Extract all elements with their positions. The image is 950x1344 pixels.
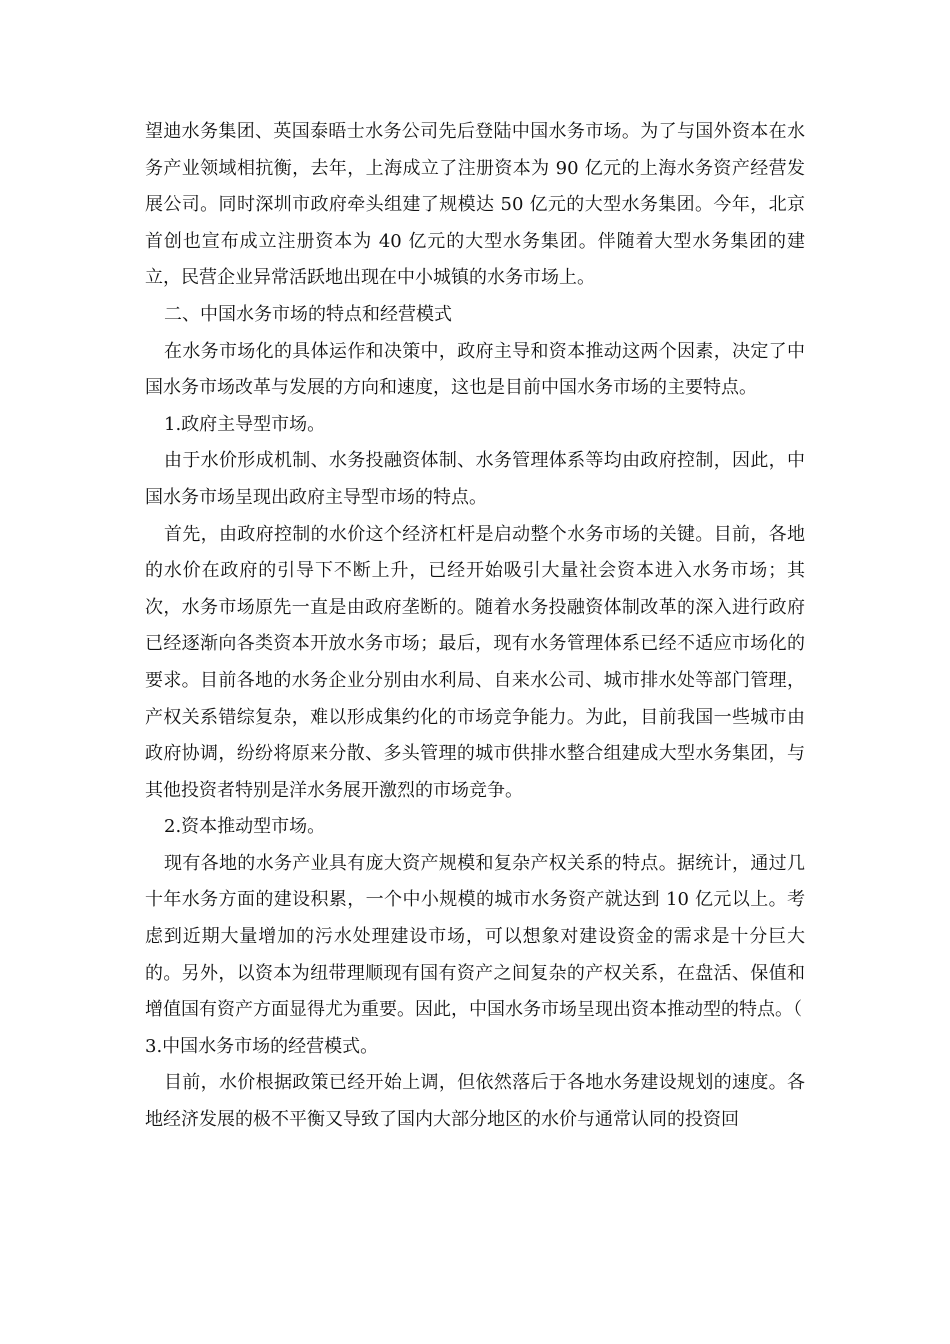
paragraph-market-features-intro: 在水务市场化的具体运作和决策中，政府主导和资本推动这两个因素，决定了中国水务市场改革与发展的方向和速度，这也是目前中国水务市场的主要特点。: [145, 340, 805, 399]
document-body: [145, 114, 805, 1139]
paragraph-foreign-water-companies: 望迪水务集团、英国泰晤士水务公司先后登陆中国水务市场。为了与国外资本在水务产业领域相抗衡，去年，上海成立了注册资本为 90 亿元的上海水务资产经营发展公司。同时深圳市政府牵头组建了规模达 50 亿元的大型水务集团。今年，北京首创也宣布成立注册资本为 40 亿元的大型水务集团。伴随着大型水务集团的建立，民营企业异常活跃地出现在中小城镇的水务市场上。: [145, 121, 805, 289]
subheading-government-led-market: 1.政府主导型市场。: [164, 413, 326, 435]
paragraph-capital-driven: 现有各地的水务产业具有庞大资产规模和复杂产权关系的特点。据统计，通过几十年水务方面的建设积累，一个中小规模的城市水务资产就达到 10 亿元以上。考虑到近期大量增加的污水处理建设市场，可以想象对建设资金的需求是十分巨大的。另外，以资本为纽带理顺现有国有资产之间复杂的产权关系，在盘活、保值和增值国有资产方面显得尤为重要。因此，中国水务市场呈现出资本推动型的特点。（: [145, 852, 805, 1021]
paragraph-water-price: 目前，水价根据政策已经开始上调，但依然落后于各地水务建设规划的速度。各地经济发展的极不平衡又导致了国内大部分地区的水价与通常认同的投资回: [145, 1072, 805, 1131]
paragraph-government-control: 由于水价形成机制、水务投融资体制、水务管理体系等均由政府控制，因此，中国水务市场呈现出政府主导型市场的特点。: [145, 450, 805, 508]
subheading-business-model: 3.中国水务市场的经营模式。: [145, 1035, 379, 1057]
paragraph-government-details: 首先，由政府控制的水价这个经济杠杆是启动整个水务市场的关键。目前，各地的水价在政府的引导下不断上升，已经开始吸引大量社会资本进入水务市场；其次，水务市场原先一直是由政府垄断的。随着水务投融资体制改革的深入进行政府已经逐渐向各类资本开放水务市场；最后，现有水务管理体系已经不适应市场化的要求。目前各地的水务企业分别由水利局、自来水公司、城市排水处等部门管理，产权关系错综复杂，难以形成集约化的市场竞争能力。为此，目前我国一些城市由政府协调，纷纷将原来分散、多头管理的城市供排水整合组建成大型水务集团，与其他投资者特别是洋水务展开激烈的市场竞争。: [145, 523, 805, 801]
section-heading-market-features: 二、中国水务市场的特点和经营模式: [164, 303, 452, 325]
subheading-capital-driven-market: 2.资本推动型市场。: [164, 816, 326, 838]
